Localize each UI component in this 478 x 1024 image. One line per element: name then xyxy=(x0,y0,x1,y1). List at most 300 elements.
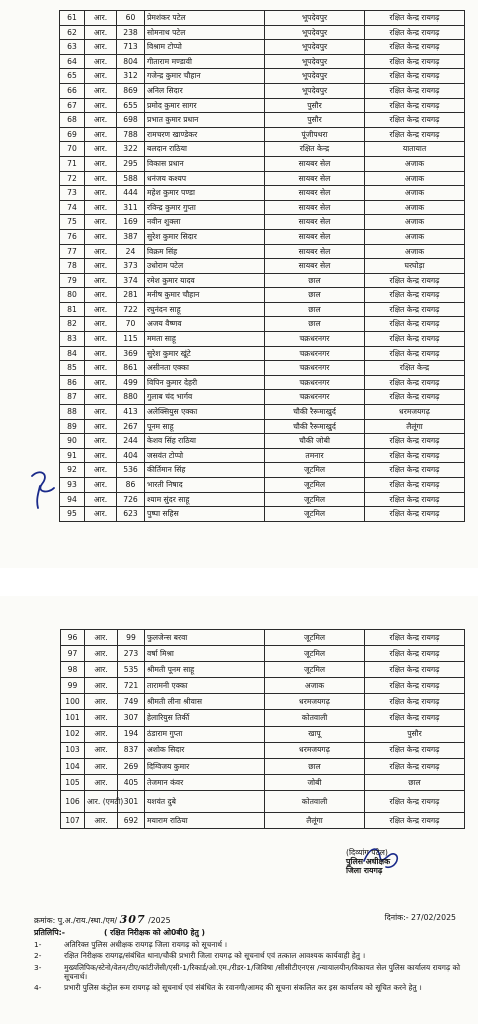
current-posting-cell: जूटमिल xyxy=(265,507,365,522)
employee-name-cell: हेलारियुस तिर्की xyxy=(145,710,265,726)
badge-number-cell: 413 xyxy=(117,405,145,420)
new-posting-cell: रक्षित केन्द्र रायगढ़ xyxy=(365,83,465,98)
table-row xyxy=(60,259,465,274)
serial-cell: 104 xyxy=(61,758,85,774)
table-row xyxy=(60,273,465,288)
table-row xyxy=(61,758,465,774)
employee-name-cell: महेश कुमार पण्डा xyxy=(145,186,265,201)
current-posting-cell: भूपदेवपुर xyxy=(265,69,365,84)
serial-cell: 101 xyxy=(61,710,85,726)
memo-number: 307 xyxy=(119,913,146,926)
current-posting-cell: छाल xyxy=(265,273,365,288)
new-posting-cell: रक्षित केन्द्र रायगढ़ xyxy=(365,492,465,507)
current-posting-cell: छाल xyxy=(265,758,365,774)
current-posting-cell: चक्रधरनगर xyxy=(265,375,365,390)
current-posting-cell: सायबर सेल xyxy=(265,259,365,274)
employee-name-cell: सुरेश कुमार सिदार xyxy=(145,229,265,244)
current-posting-cell: चक्रधरनगर xyxy=(265,361,365,376)
badge-number-cell: 837 xyxy=(118,742,145,758)
badge-number-cell: 788 xyxy=(117,127,145,142)
badge-number-cell: 804 xyxy=(117,54,145,69)
serial-cell: 78 xyxy=(60,259,85,274)
table-row xyxy=(60,156,465,171)
serial-cell: 102 xyxy=(61,726,85,742)
rank-cell: आर. xyxy=(85,273,117,288)
rank-cell: आर. xyxy=(85,448,117,463)
employee-name-cell: अनिल सिदार xyxy=(145,83,265,98)
handwritten-mark xyxy=(26,468,60,510)
badge-number-cell: 307 xyxy=(118,710,145,726)
new-posting-cell: रक्षित केन्द्र रायगढ़ xyxy=(365,40,465,55)
new-posting-cell: घरघोड़ा xyxy=(365,259,465,274)
employee-name-cell: ममता साहू xyxy=(145,332,265,347)
rank-cell: आर. xyxy=(85,478,117,493)
current-posting-cell: छाल xyxy=(265,302,365,317)
rank-cell: आर. xyxy=(85,186,117,201)
new-posting-cell: रक्षित केन्द्र रायगढ़ xyxy=(365,742,465,758)
serial-cell: 62 xyxy=(60,25,85,40)
table-row xyxy=(61,710,465,726)
current-posting-cell: सायबर सेल xyxy=(265,200,365,215)
new-posting-cell: रक्षित केन्द्र रायगढ़ xyxy=(365,11,465,26)
new-posting-cell: रक्षित केन्द्र रायगढ़ xyxy=(365,478,465,493)
table-row xyxy=(60,40,465,55)
current-posting-cell: सायबर सेल xyxy=(265,171,365,186)
current-posting-cell: सायबर सेल xyxy=(265,156,365,171)
current-posting-cell: धरमजयगढ़ xyxy=(265,694,365,710)
rank-cell: आर. xyxy=(85,200,117,215)
badge-number-cell: 312 xyxy=(117,69,145,84)
table-row xyxy=(60,317,465,332)
rank-cell: आर. xyxy=(85,40,117,55)
table-row xyxy=(61,630,465,646)
current-posting-cell: भूपदेवपुर xyxy=(265,54,365,69)
employee-name-cell: पुष्पा सहिस xyxy=(145,507,265,522)
table-row xyxy=(60,127,465,142)
badge-number-cell: 588 xyxy=(117,171,145,186)
rank-cell: आर. xyxy=(85,646,118,662)
badge-number-cell: 373 xyxy=(117,259,145,274)
copy-item-number: 3- xyxy=(34,962,42,972)
badge-number-cell: 536 xyxy=(117,463,145,478)
employee-name-cell: प्रेमशंकर पटेल xyxy=(145,11,265,26)
employee-name-cell: श्रीमती पूनम साहू xyxy=(145,662,265,678)
date-value: 27/02/2025 xyxy=(411,913,456,922)
table-row xyxy=(61,694,465,710)
employee-name-cell: केशव सिंह राठिया xyxy=(145,434,265,449)
serial-cell: 105 xyxy=(61,774,85,790)
current-posting-cell: कोतवाली xyxy=(265,710,365,726)
employee-name-cell: अजय वैष्णव xyxy=(145,317,265,332)
badge-number-cell: 169 xyxy=(117,215,145,230)
badge-number-cell: 623 xyxy=(117,507,145,522)
badge-number-cell: 655 xyxy=(117,98,145,113)
badge-number-cell: 311 xyxy=(117,200,145,215)
rank-cell: आर. xyxy=(85,288,117,303)
rank-cell: आर. xyxy=(85,317,117,332)
employee-name-cell: अशोक सिदार xyxy=(145,742,265,758)
table-row xyxy=(60,186,465,201)
employee-name-cell: प्रभात कुमार प्रधान xyxy=(145,113,265,128)
copy-item xyxy=(34,983,466,992)
serial-cell: 97 xyxy=(61,646,85,662)
table-row xyxy=(60,405,465,420)
serial-cell: 90 xyxy=(60,434,85,449)
serial-cell: 76 xyxy=(60,229,85,244)
employee-name-cell: रविन्द्र कुमार गुप्ता xyxy=(145,200,265,215)
current-posting-cell: चक्रधरनगर xyxy=(265,332,365,347)
serial-cell: 80 xyxy=(60,288,85,303)
table-row xyxy=(61,774,465,790)
table-row xyxy=(60,448,465,463)
badge-number-cell: 99 xyxy=(118,630,145,646)
employee-name-cell: गुलाब चंद भार्गव xyxy=(145,390,265,405)
badge-number-cell: 405 xyxy=(118,774,145,790)
serial-cell: 73 xyxy=(60,186,85,201)
rank-cell: आर. xyxy=(85,259,117,274)
employee-name-cell: फुलजेन्स बरवा xyxy=(145,630,265,646)
table-row xyxy=(60,507,465,522)
table-row xyxy=(60,375,465,390)
badge-number-cell: 322 xyxy=(117,142,145,157)
new-posting-cell: रक्षित केन्द्र रायगढ़ xyxy=(365,630,465,646)
current-posting-cell: चक्रधरनगर xyxy=(265,346,365,361)
new-posting-cell: रक्षित केन्द्र रायगढ़ xyxy=(365,646,465,662)
officer-designation: पुलिस अधीक्षक xyxy=(346,856,391,866)
table-row xyxy=(61,662,465,678)
badge-number-cell: 880 xyxy=(117,390,145,405)
employee-name-cell: मनीष कुमार चौहान xyxy=(145,288,265,303)
rank-cell: आर. xyxy=(85,405,117,420)
rank-cell: आर. xyxy=(85,25,117,40)
copy-item xyxy=(34,940,466,949)
badge-number-cell: 535 xyxy=(118,662,145,678)
current-posting-cell: पुसौर xyxy=(265,98,365,113)
badge-number-cell: 369 xyxy=(117,346,145,361)
table-row xyxy=(60,492,465,507)
serial-cell: 67 xyxy=(60,98,85,113)
current-posting-cell: खापू xyxy=(265,726,365,742)
new-posting-cell: रक्षित केन्द्र रायगढ़ xyxy=(365,302,465,317)
copy-item-text: प्रभारी पुलिस कंट्रोल रूम रायगढ़ को सूचनार्थ एवं संबंधित के रवानगी/आमद की सूचना संकलित कर इस कार्यालय को सूचित करने हेतु । xyxy=(64,983,422,992)
badge-number-cell: 267 xyxy=(117,419,145,434)
new-posting-cell: रक्षित केन्द्र रायगढ़ xyxy=(365,434,465,449)
new-posting-cell: अजाक xyxy=(365,215,465,230)
employee-name-cell: तेजमान कंवर xyxy=(145,774,265,790)
rank-cell: आर. xyxy=(85,69,117,84)
employee-name-cell: दिग्विजय कुमार xyxy=(145,758,265,774)
table-row xyxy=(60,390,465,405)
rank-cell: आर. xyxy=(85,127,117,142)
current-posting-cell: जूटमिल xyxy=(265,463,365,478)
badge-number-cell: 869 xyxy=(117,83,145,98)
badge-number-cell: 194 xyxy=(118,726,145,742)
new-posting-cell: रक्षित केन्द्र xyxy=(365,361,465,376)
current-posting-cell: कोतवाली xyxy=(265,790,365,812)
employee-name-cell: वर्षा मिश्रा xyxy=(145,646,265,662)
table-row xyxy=(60,98,465,113)
new-posting-cell: रक्षित केन्द्र रायगढ़ xyxy=(365,710,465,726)
current-posting-cell: चौकी रैरूमाखुर्द xyxy=(265,405,365,420)
new-posting-cell: रक्षित केन्द्र रायगढ़ xyxy=(365,98,465,113)
rank-cell: आर. xyxy=(85,774,118,790)
new-posting-cell: छाल xyxy=(365,774,465,790)
current-posting-cell: जोबी xyxy=(265,774,365,790)
serial-cell: 86 xyxy=(60,375,85,390)
new-posting-cell: रक्षित केन्द्र रायगढ़ xyxy=(365,678,465,694)
current-posting-cell: भूपदेवपुर xyxy=(265,25,365,40)
current-posting-cell: सायबर सेल xyxy=(265,215,365,230)
new-posting-cell: रक्षित केन्द्र रायगढ़ xyxy=(365,375,465,390)
current-posting-cell: छाल xyxy=(265,317,365,332)
serial-cell: 71 xyxy=(60,156,85,171)
employee-name-cell: सोमनाथ पटेल xyxy=(145,25,265,40)
serial-cell: 88 xyxy=(60,405,85,420)
badge-number-cell: 238 xyxy=(117,25,145,40)
table-row xyxy=(60,288,465,303)
transfer-table-part-2 xyxy=(60,629,465,829)
serial-cell: 79 xyxy=(60,273,85,288)
officer-district: जिला रायगढ़ xyxy=(346,865,383,875)
new-posting-cell: रक्षित केन्द्र रायगढ़ xyxy=(365,758,465,774)
signature-block xyxy=(346,849,456,876)
badge-number-cell: 861 xyxy=(117,361,145,376)
employee-name-cell: रघुनंदन साहू xyxy=(145,302,265,317)
new-posting-cell: रक्षित केन्द्र रायगढ़ xyxy=(365,507,465,522)
badge-number-cell: 244 xyxy=(117,434,145,449)
employee-name-cell: नवीन शुक्ला xyxy=(145,215,265,230)
serial-cell: 100 xyxy=(61,694,85,710)
badge-number-cell: 24 xyxy=(117,244,145,259)
badge-number-cell: 749 xyxy=(118,694,145,710)
rank-cell: आर. xyxy=(85,171,117,186)
employee-name-cell: प्रमोद कुमार सागर xyxy=(145,98,265,113)
table-row xyxy=(60,229,465,244)
table-row xyxy=(61,646,465,662)
officer-name: (दिव्यांग पटेल) xyxy=(346,848,388,857)
table-row xyxy=(60,171,465,186)
current-posting-cell: तमनार xyxy=(265,448,365,463)
serial-cell: 93 xyxy=(60,478,85,493)
serial-cell: 99 xyxy=(61,678,85,694)
copy-item xyxy=(34,951,466,960)
serial-cell: 66 xyxy=(60,83,85,98)
employee-name-cell: मयाराम राठिया xyxy=(145,812,265,828)
new-posting-cell: रक्षित केन्द्र रायगढ़ xyxy=(365,25,465,40)
serial-cell: 94 xyxy=(60,492,85,507)
badge-number-cell: 722 xyxy=(117,302,145,317)
employee-name-cell: उधोराम पटेल xyxy=(145,259,265,274)
new-posting-cell: अजाक xyxy=(365,200,465,215)
rank-cell: आर. xyxy=(85,662,118,678)
new-posting-cell: रक्षित केन्द्र रायगढ़ xyxy=(365,662,465,678)
serial-cell: 95 xyxy=(60,507,85,522)
badge-number-cell: 301 xyxy=(118,790,145,812)
current-posting-cell: पुसौर xyxy=(265,113,365,128)
employee-name-cell: रमेश कुमार यादव xyxy=(145,273,265,288)
employee-name-cell: गजेन्द्र कुमार चौहान xyxy=(145,69,265,84)
serial-cell: 72 xyxy=(60,171,85,186)
copy-item-text: अतिरिक्त पुलिस अधीक्षक रायगढ़ जिला रायगढ़ को सूचनार्थ । xyxy=(64,940,228,949)
new-posting-cell: रक्षित केन्द्र रायगढ़ xyxy=(365,288,465,303)
new-posting-cell: रक्षित केन्द्र रायगढ़ xyxy=(365,448,465,463)
badge-number-cell: 698 xyxy=(117,113,145,128)
employee-name-cell: श्रीमती लीना श्रीवास xyxy=(145,694,265,710)
copy-list xyxy=(34,940,466,994)
current-posting-cell: जूटमिल xyxy=(265,662,365,678)
current-posting-cell: चौकी जोबी xyxy=(265,434,365,449)
serial-cell: 106 xyxy=(61,790,85,812)
table-row xyxy=(60,478,465,493)
new-posting-cell: रक्षित केन्द्र रायगढ़ xyxy=(365,390,465,405)
rank-cell: आर. xyxy=(85,375,117,390)
new-posting-cell: रक्षित केन्द्र रायगढ़ xyxy=(365,463,465,478)
current-posting-cell: चौकी रैरूमाखुर्द xyxy=(265,419,365,434)
serial-cell: 64 xyxy=(60,54,85,69)
employee-name-cell: विक्रम सिंह xyxy=(145,244,265,259)
employee-name-cell: विपिन कुमार देहरी xyxy=(145,375,265,390)
current-posting-cell: रक्षित केन्द्र xyxy=(265,142,365,157)
new-posting-cell: रक्षित केन्द्र रायगढ़ xyxy=(365,69,465,84)
new-posting-cell: रक्षित केन्द्र रायगढ़ xyxy=(365,113,465,128)
memo-prefix: क्रमांक: पु.अ./राय./स्था./एम/ xyxy=(34,916,118,925)
serial-cell: 77 xyxy=(60,244,85,259)
employee-name-cell: श्याम सुंदर साहू xyxy=(145,492,265,507)
table-row xyxy=(60,302,465,317)
serial-cell: 68 xyxy=(60,113,85,128)
new-posting-cell: रक्षित केन्द्र रायगढ़ xyxy=(365,694,465,710)
employee-name-cell: तारामनी एक्का xyxy=(145,678,265,694)
table-row xyxy=(60,142,465,157)
new-posting-cell: अजाक xyxy=(365,244,465,259)
rank-cell: आर. xyxy=(85,710,118,726)
serial-cell: 75 xyxy=(60,215,85,230)
copy-item-number: 4- xyxy=(34,983,42,992)
serial-cell: 89 xyxy=(60,419,85,434)
badge-number-cell: 721 xyxy=(118,678,145,694)
table-row xyxy=(60,215,465,230)
rank-cell: आर. xyxy=(85,812,118,828)
current-posting-cell: छाल xyxy=(265,288,365,303)
table-row xyxy=(61,812,465,828)
current-posting-cell: जूटमिल xyxy=(265,646,365,662)
employee-name-cell: ठंडाराम गुप्ता xyxy=(145,726,265,742)
table-row xyxy=(60,361,465,376)
table-row xyxy=(61,742,465,758)
copy-item-number: 2- xyxy=(34,951,42,961)
rank-cell: आर. xyxy=(85,215,117,230)
serial-cell: 103 xyxy=(61,742,85,758)
serial-cell: 85 xyxy=(60,361,85,376)
new-posting-cell: रक्षित केन्द्र रायगढ़ xyxy=(365,790,465,812)
new-posting-cell: अजाक xyxy=(365,156,465,171)
employee-name-cell: पूनम साहू xyxy=(145,419,265,434)
badge-number-cell: 404 xyxy=(117,448,145,463)
employee-name-cell: विकास प्रधान xyxy=(145,156,265,171)
badge-number-cell: 269 xyxy=(118,758,145,774)
table-row xyxy=(60,200,465,215)
table-row xyxy=(60,69,465,84)
table-row xyxy=(60,434,465,449)
table-row xyxy=(60,244,465,259)
current-posting-cell: भूपदेवपुर xyxy=(265,11,365,26)
table-row xyxy=(60,113,465,128)
table-row xyxy=(60,463,465,478)
badge-number-cell: 70 xyxy=(117,317,145,332)
employee-name-cell: यशवंत दुबे xyxy=(145,790,265,812)
current-posting-cell: भूपदेवपुर xyxy=(265,83,365,98)
rank-cell: आर. xyxy=(85,244,117,259)
rank-cell: आर. xyxy=(85,83,117,98)
table-row xyxy=(60,83,465,98)
new-posting-cell: रक्षित केन्द्र रायगढ़ xyxy=(365,54,465,69)
table-row xyxy=(60,419,465,434)
current-posting-cell: धरमजयगढ़ xyxy=(265,742,365,758)
rank-cell: आर. xyxy=(85,419,117,434)
page-gap xyxy=(0,568,478,596)
badge-number-cell: 273 xyxy=(118,646,145,662)
memo-date xyxy=(385,913,456,923)
badge-number-cell: 60 xyxy=(117,11,145,26)
rank-cell: आर. xyxy=(85,726,118,742)
copy-item-text: रक्षित निरीक्षक रायगढ़/संबंधित थाना/चौकी प्रभारी जिला रायगढ़ को सूचनार्थ एवं तत्काल आवश्यक कार्यवाही हेतु । xyxy=(64,951,366,961)
current-posting-cell: जूटमिल xyxy=(265,478,365,493)
table-row xyxy=(61,678,465,694)
rank-cell: आर. xyxy=(85,758,118,774)
badge-number-cell: 295 xyxy=(117,156,145,171)
employee-name-cell: रामचरण खाण्डेकर xyxy=(145,127,265,142)
rank-cell: आर. xyxy=(85,507,117,522)
rank-cell: आर. xyxy=(85,434,117,449)
date-label: दिनांक:- xyxy=(384,913,409,922)
serial-cell: 98 xyxy=(61,662,85,678)
copy-heading: प्रतिलिपि:- xyxy=(34,928,66,937)
badge-number-cell: 115 xyxy=(117,332,145,347)
current-posting-cell: जूटमिल xyxy=(265,630,365,646)
new-posting-cell: अजाक xyxy=(365,229,465,244)
serial-cell: 74 xyxy=(60,200,85,215)
employee-name-cell: बलदान राठिया xyxy=(145,142,265,157)
current-posting-cell: सायबर सेल xyxy=(265,229,365,244)
new-posting-cell: रक्षित केन्द्र रायगढ़ xyxy=(365,812,465,828)
badge-number-cell: 499 xyxy=(117,375,145,390)
table-row xyxy=(60,346,465,361)
employee-name-cell: अलेक्सियुस एक्का xyxy=(145,405,265,420)
employee-name-cell: असीनता एक्का xyxy=(145,361,265,376)
current-posting-cell: सायबर सेल xyxy=(265,244,365,259)
transfer-table-part-1 xyxy=(59,10,465,522)
employee-name-cell: भारती निषाद xyxy=(145,478,265,493)
employee-name-cell: विश्राम टोप्पो xyxy=(145,40,265,55)
current-posting-cell: चक्रधरनगर xyxy=(265,390,365,405)
rank-cell: आर. xyxy=(85,54,117,69)
rank-cell: आर. xyxy=(85,11,117,26)
employee-name-cell: धनंजय कश्यप xyxy=(145,171,265,186)
rank-cell: आर. xyxy=(85,98,117,113)
current-posting-cell: पूंजीपथरा xyxy=(265,127,365,142)
rank-cell: आर. xyxy=(85,742,118,758)
serial-cell: 84 xyxy=(60,346,85,361)
rank-cell: आर. xyxy=(85,302,117,317)
serial-cell: 70 xyxy=(60,142,85,157)
serial-cell: 87 xyxy=(60,390,85,405)
table-row xyxy=(60,54,465,69)
new-posting-cell: अजाक xyxy=(365,171,465,186)
new-posting-cell: रक्षित केन्द्र रायगढ़ xyxy=(365,127,465,142)
serial-cell: 63 xyxy=(60,40,85,55)
new-posting-cell: धरमजयगढ़ xyxy=(365,405,465,420)
rank-cell: आर. xyxy=(85,492,117,507)
